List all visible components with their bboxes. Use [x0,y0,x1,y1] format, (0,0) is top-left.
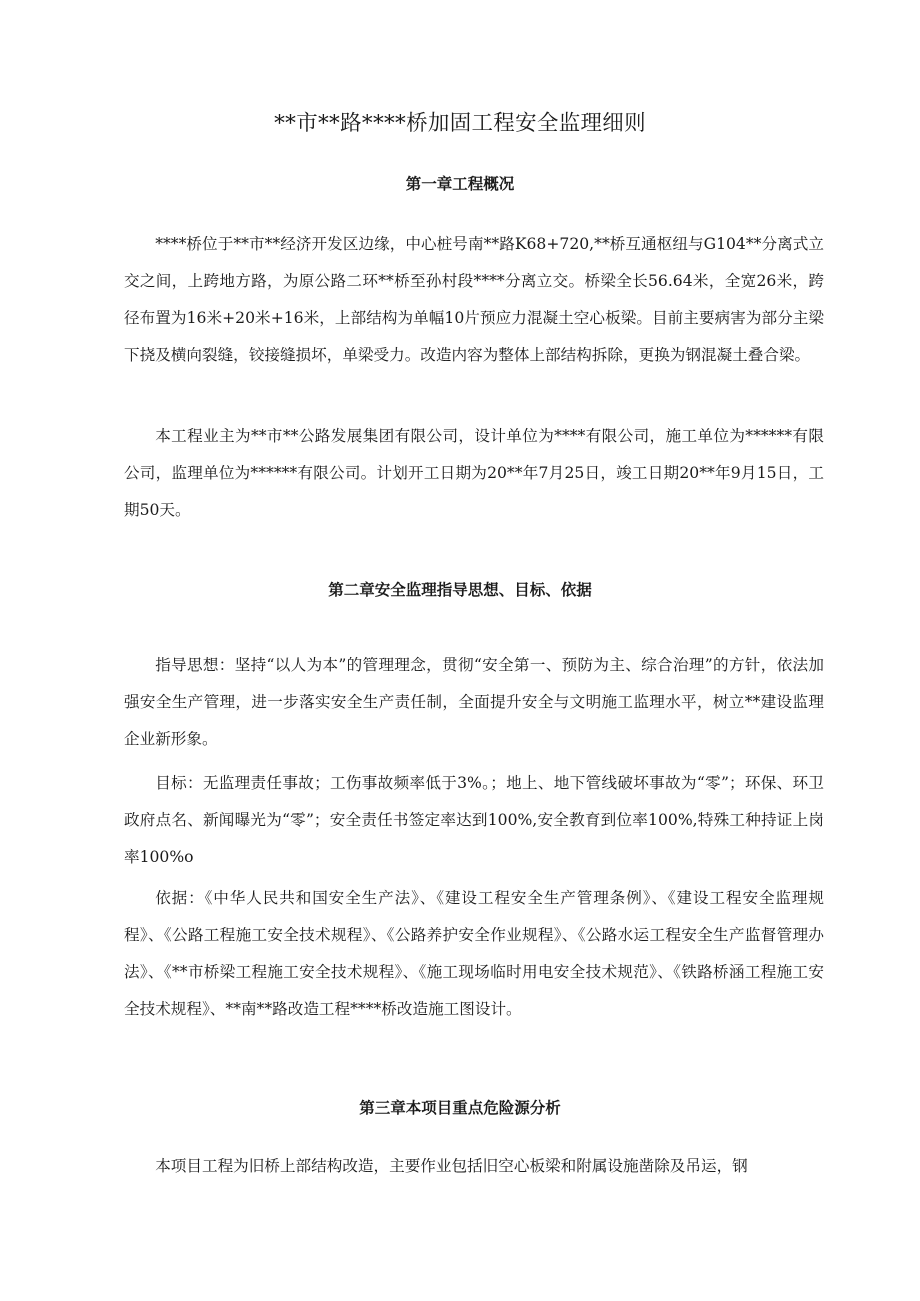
chapter2-heading: 第二章安全监理指导思想、目标、依据 [328,580,592,599]
chapter1-paragraph-1: ****桥位于**市**经济开发区边缘，中心桩号南**路K68+720,**桥互通枢纽与G104**分离式立交之间，上跨地方路，为原公路二环**桥至孙村段****分离立交。桥梁全长56.64米，全宽26米，跨径布置为16米+20米+16米，上部结构为单幅10片预应力混凝土空心板梁。目前主要病害为部分主梁下挠及横向裂缝，铰接缝损坏，单梁受力。改造内容为整体上部结构拆除，更换为钢混凝土叠合梁。 [124,235,824,364]
chapter1-heading: 第一章工程概况 [405,174,515,193]
chapter1-paragraph-2: 本工程业主为**市**公路发展集团有限公司，设计单位为****有限公司，施工单位为******有限公司，监理单位为******有限公司。计划开工日期为20**年7月25日，竣工日期20**年9月15日，工期50天。 [124,427,824,519]
chapter2-paragraph-3: 依据：《中华人民共和国安全生产法》、《建设工程安全生产管理条例》、《建设工程安全监理规程》、《公路工程施工安全技术规程》、《公路养护安全作业规程》、《公路水运工程安全生产监督管理办法》、《**市桥梁工程施工安全技术规程》、《施工现场临时用电安全技术规范》、《铁路桥涵工程施工安全技术规程》、**南**路改造工程****桥改造施工图设计。 [124,889,824,1018]
document-title: **市**路****桥加固工程安全监理细则 [274,111,646,136]
chapter3-paragraph-1: 本项目工程为旧桥上部结构改造，主要作业包括旧空心板梁和附属设施凿除及吊运，钢 [155,1157,748,1175]
chapter3-heading: 第三章本项目重点危险源分析 [359,1098,561,1117]
chapter2-paragraph-1: 指导思想：坚持“以人为本”的管理理念，贯彻“安全第一、预防为主、综合治理”的方针，依法加强安全生产管理，进一步落实安全生产责任制，全面提升安全与文明施工监理水平，树立**建设监理企业新形象。 [124,656,824,748]
chapter2-paragraph-2: 目标：无监理责任事故；工伤事故频率低于3%。；地上、地下管线破坏事故为“零”；环保、环卫政府点名、新闻曝光为“零”；安全责任书签定率达到100%,安全教育到位率100%,特殊工种持证上岗率100%o [124,774,824,866]
